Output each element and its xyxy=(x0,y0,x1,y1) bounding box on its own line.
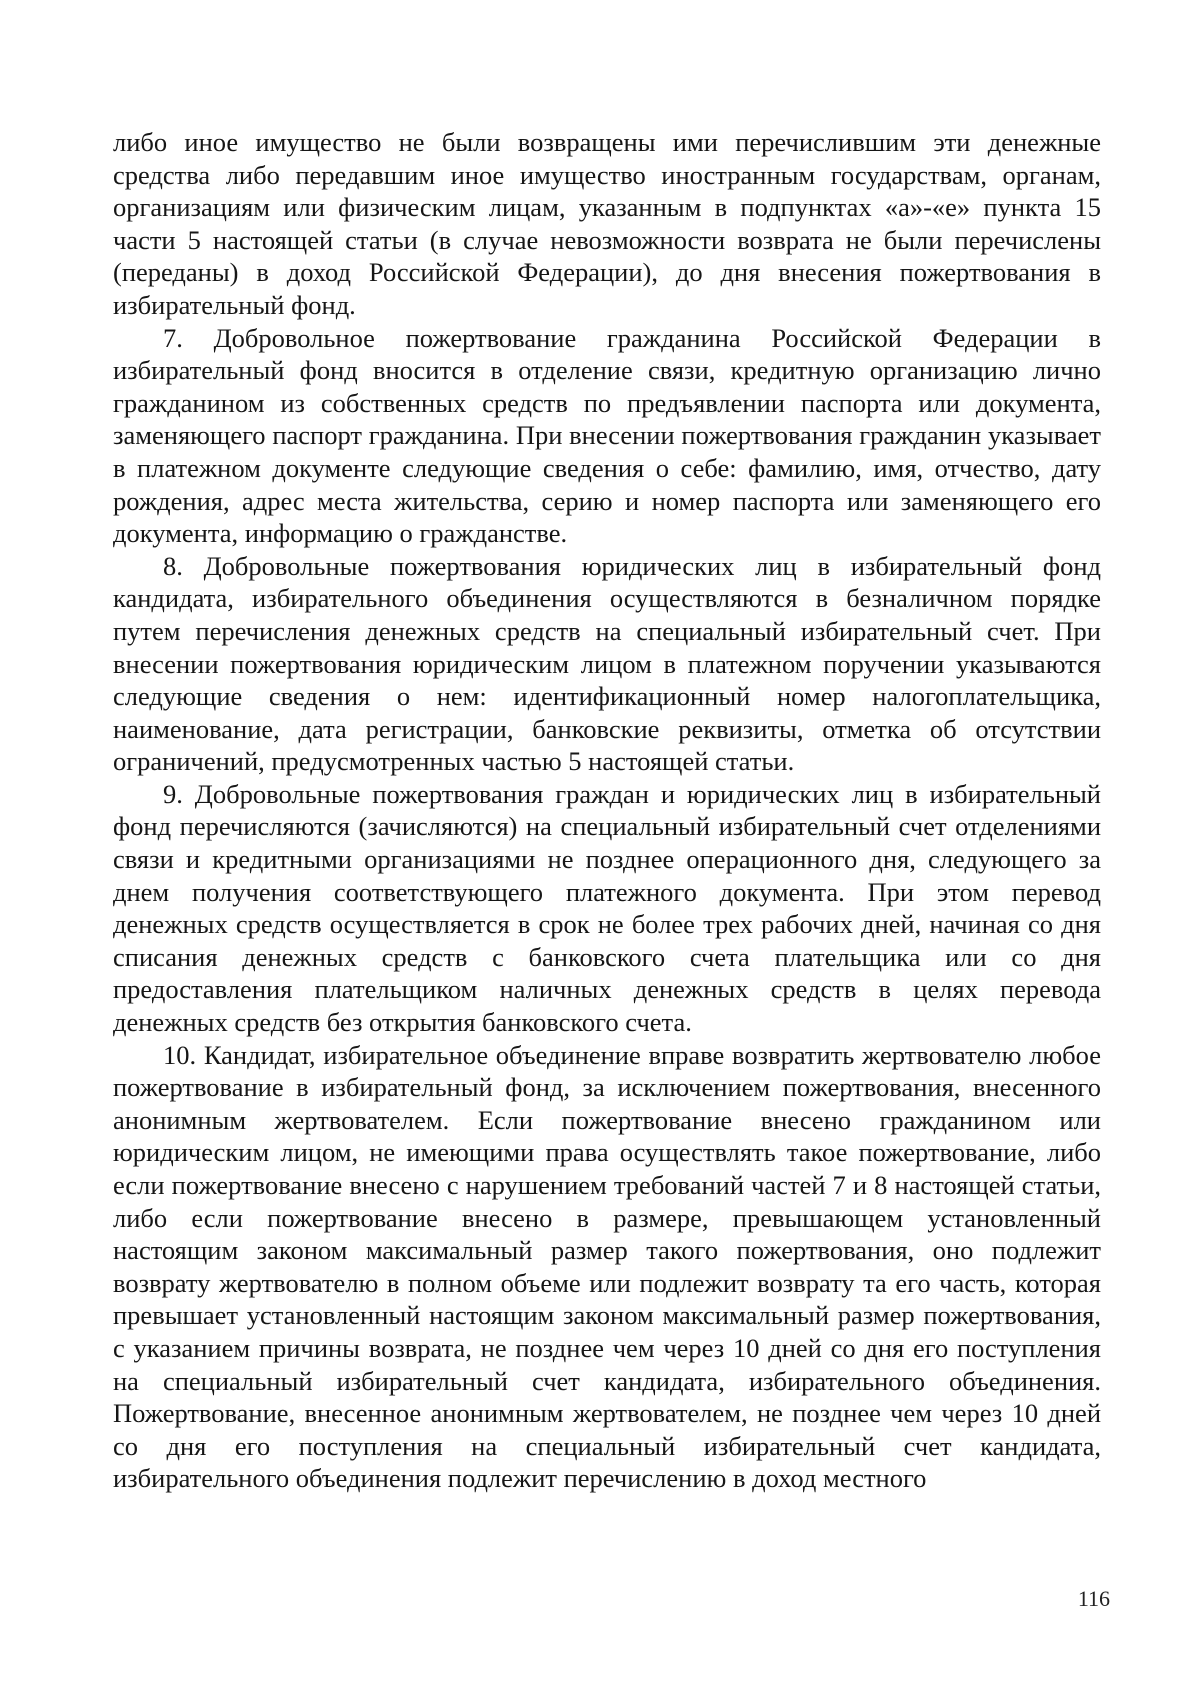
paragraph-7: 7. Добровольное пожертвование гражданина Российской Федерации в избирательный фонд вносится в отделение связи, кредитную организацию лично гражданином из собственных средств по предъявлении паспорта или документа, заменяющего паспорт гражданина. При внесении пожертвования гражданин указывает в платежном документе следующие сведения о себе: фамилию, имя, отчество, дату рождения, адрес места жительства, серию и номер паспорта или заменяющего его документа, информацию о гражданстве. xyxy=(113,322,1101,549)
page-number: 116 xyxy=(1077,1586,1110,1611)
paragraph-9: 9. Добровольные пожертвования граждан и юридических лиц в избирательный фонд перечисляются (зачисляются) на специальный избирательный счет отделениями связи и кредитными организациями не позднее операционного дня, следующего за днем получения соответствующего платежного документа. При этом перевод денежных средств осуществляется в срок не более трех рабочих дней, начиная со дня списания денежных средств с банковского счета плательщика или со дня предоставления плательщиком наличных денежных средств в целях перевода денежных средств без открытия банковского счета. xyxy=(113,778,1101,1038)
paragraph-continuation: либо иное имущество не были возвращены ими перечислившим эти денежные средства либо передавшим иное имущество иностранным государствам, органам, организациям или физическим лицам, указанным в подпунктах «а»-«е» пункта 15 части 5 настоящей статьи (в случае невозможности возврата не были перечислены (переданы) в доход Российской Федерации), до дня внесения пожертвования в избирательный фонд. xyxy=(113,127,1101,320)
paragraph-8: 8. Добровольные пожертвования юридических лиц в избирательный фонд кандидата, избирательного объединения осуществляются в безналичном порядке путем перечисления денежных средств на специальный избирательный счет. При внесении пожертвования юридическим лицом в платежном поручении указываются следующие сведения о нем: идентификационный номер налогоплательщика, наименование, дата регистрации, банковские реквизиты, отметка об отсутствии ограничений, предусмотренных частью 5 настоящей статьи. xyxy=(113,550,1101,777)
document-body xyxy=(113,126,1101,1495)
paragraph-10: 10. Кандидат, избирательное объединение вправе возвратить жертвователю любое пожертвование в избирательный фонд, за исключением пожертвования, внесенного анонимным жертвователем. Если пожертвование внесено гражданином или юридическим лицом, не имеющими права осуществлять такое пожертвование, либо если пожертвование внесено с нарушением требований частей 7 и 8 настоящей статьи, либо если пожертвование внесено в размере, превышающем установленный настоящим законом максимальный размер такого пожертвования, оно подлежит возврату жертвователю в полном объеме или подлежит возврату та его часть, которая превышает установленный настоящим законом максимальный размер пожертвования, с указанием причины возврата, не позднее чем через 10 дней со дня его поступления на специальный избирательный счет кандидата, избирательного объединения. Пожертвование, внесенное анонимным жертвователем, не позднее чем через 10 дней со дня его поступления на специальный избирательный счет кандидата, избирательного объединения подлежит перечислению в доход местного xyxy=(113,1039,1101,1494)
